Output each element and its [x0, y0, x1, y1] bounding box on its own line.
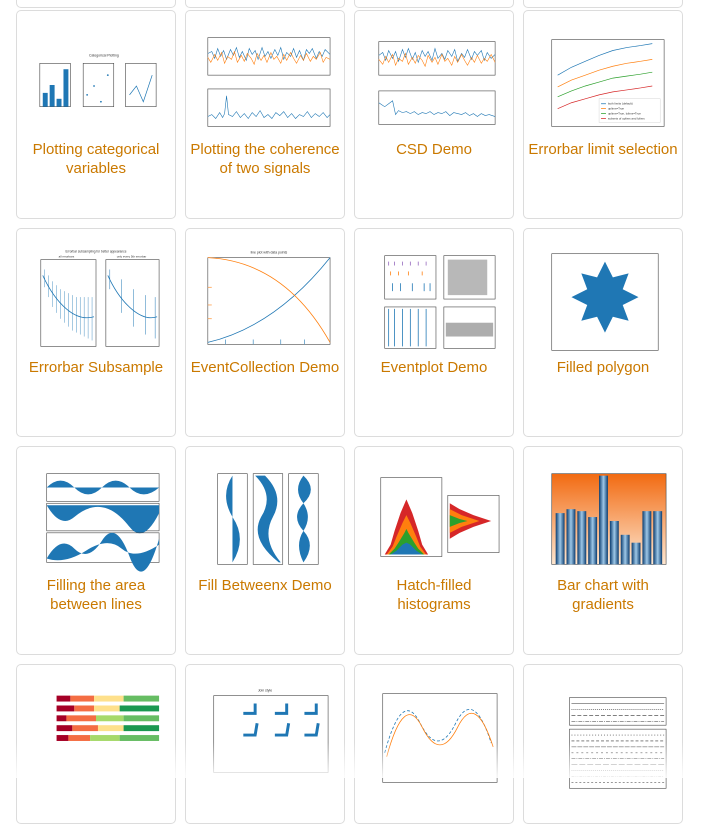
gallery-card-errorbar-limits[interactable] [523, 10, 683, 219]
card-title[interactable]: CSD Demo [396, 141, 472, 158]
gallery-card-partial[interactable] [354, 0, 514, 8]
gallery-card-partial[interactable] [523, 0, 683, 8]
svg-text:Join style: Join style [257, 688, 273, 693]
errorbar-limits-thumbnail [534, 29, 672, 141]
gallery-card-csd-demo[interactable] [354, 10, 514, 219]
svg-text:both limits (default): both limits (default) [607, 101, 633, 106]
card-title[interactable]: Plotting categorical variables [32, 141, 160, 177]
gallery-card-fill-betweenx[interactable] [185, 446, 345, 655]
gallery-card-sine-waves[interactable] [354, 664, 514, 824]
gallery-card-linestyles[interactable] [523, 664, 683, 824]
gallery-card-errorbar-subsample[interactable] [16, 228, 176, 437]
snowflake-polygon-thumbnail [534, 247, 672, 359]
linestyles-thumbnail [534, 683, 672, 795]
gallery-card-partial[interactable] [185, 0, 345, 8]
gallery-card-coherence[interactable] [185, 10, 345, 219]
horizontal-stacked-bars-thumbnail [27, 683, 165, 795]
gallery-card-categorical-variables[interactable] [16, 10, 176, 219]
gradient-bars-thumbnail [534, 465, 672, 577]
gallery-card-eventplot[interactable] [354, 228, 514, 437]
eventcollection-thumbnail [196, 247, 334, 359]
hatch-histograms-thumbnail [365, 465, 503, 577]
fill-betweenx-thumbnail [196, 465, 334, 577]
svg-text:line plot with data points: line plot with data points [250, 250, 288, 255]
errorbar-subsample-thumbnail [27, 247, 165, 359]
card-title[interactable]: Hatch-filled histograms [396, 577, 472, 613]
gallery-card-hatch-histograms[interactable] [354, 446, 514, 655]
card-title[interactable]: Errorbar Subsample [28, 359, 164, 376]
gallery-card-eventcollection[interactable] [185, 228, 345, 437]
fill-between-thumbnail [27, 465, 165, 577]
card-title[interactable]: Filled polygon [556, 359, 650, 376]
svg-text:Categorical Plotting: Categorical Plotting [88, 53, 119, 58]
svg-text:uplims=True, lolims=True: uplims=True, lolims=True [607, 111, 641, 116]
svg-text:subsets of uplims and lolims: subsets of uplims and lolims [607, 116, 645, 121]
svg-text:only every 5th errorbar: only every 5th errorbar [116, 254, 147, 259]
sine-waves-thumbnail [365, 683, 503, 795]
gallery-card-horizontal-stacked-bars[interactable] [16, 664, 176, 824]
svg-text:all errorbars: all errorbars [58, 254, 75, 259]
gallery-card-fill-between[interactable] [16, 446, 176, 655]
card-title[interactable]: Filling the area between lines [46, 577, 146, 613]
card-title[interactable]: Plotting the coherence of two signals [190, 141, 340, 177]
card-title[interactable]: EventCollection Demo [190, 359, 340, 376]
gallery-card-gradient-bars[interactable] [523, 446, 683, 655]
card-title[interactable]: Fill Betweenx Demo [198, 577, 332, 594]
gallery-card-filled-polygon[interactable] [523, 228, 683, 437]
joinstyle-grid-thumbnail [196, 683, 334, 795]
categorical-plots-thumbnail [27, 29, 165, 141]
svg-text:Errorbar subsampling for bette: Errorbar subsampling for better appearance [65, 249, 127, 254]
gallery-card-partial[interactable] [16, 0, 176, 8]
eventplot-thumbnail [365, 247, 503, 359]
csd-plot-thumbnail [365, 29, 503, 141]
svg-text:uplims=True: uplims=True [607, 106, 625, 111]
card-title[interactable]: Eventplot Demo [380, 359, 488, 376]
card-title[interactable]: Bar chart with gradients [557, 577, 649, 613]
gallery-card-joinstyle[interactable] [185, 664, 345, 824]
card-title[interactable]: Errorbar limit selection [528, 141, 678, 158]
coherence-plot-thumbnail [196, 29, 334, 141]
